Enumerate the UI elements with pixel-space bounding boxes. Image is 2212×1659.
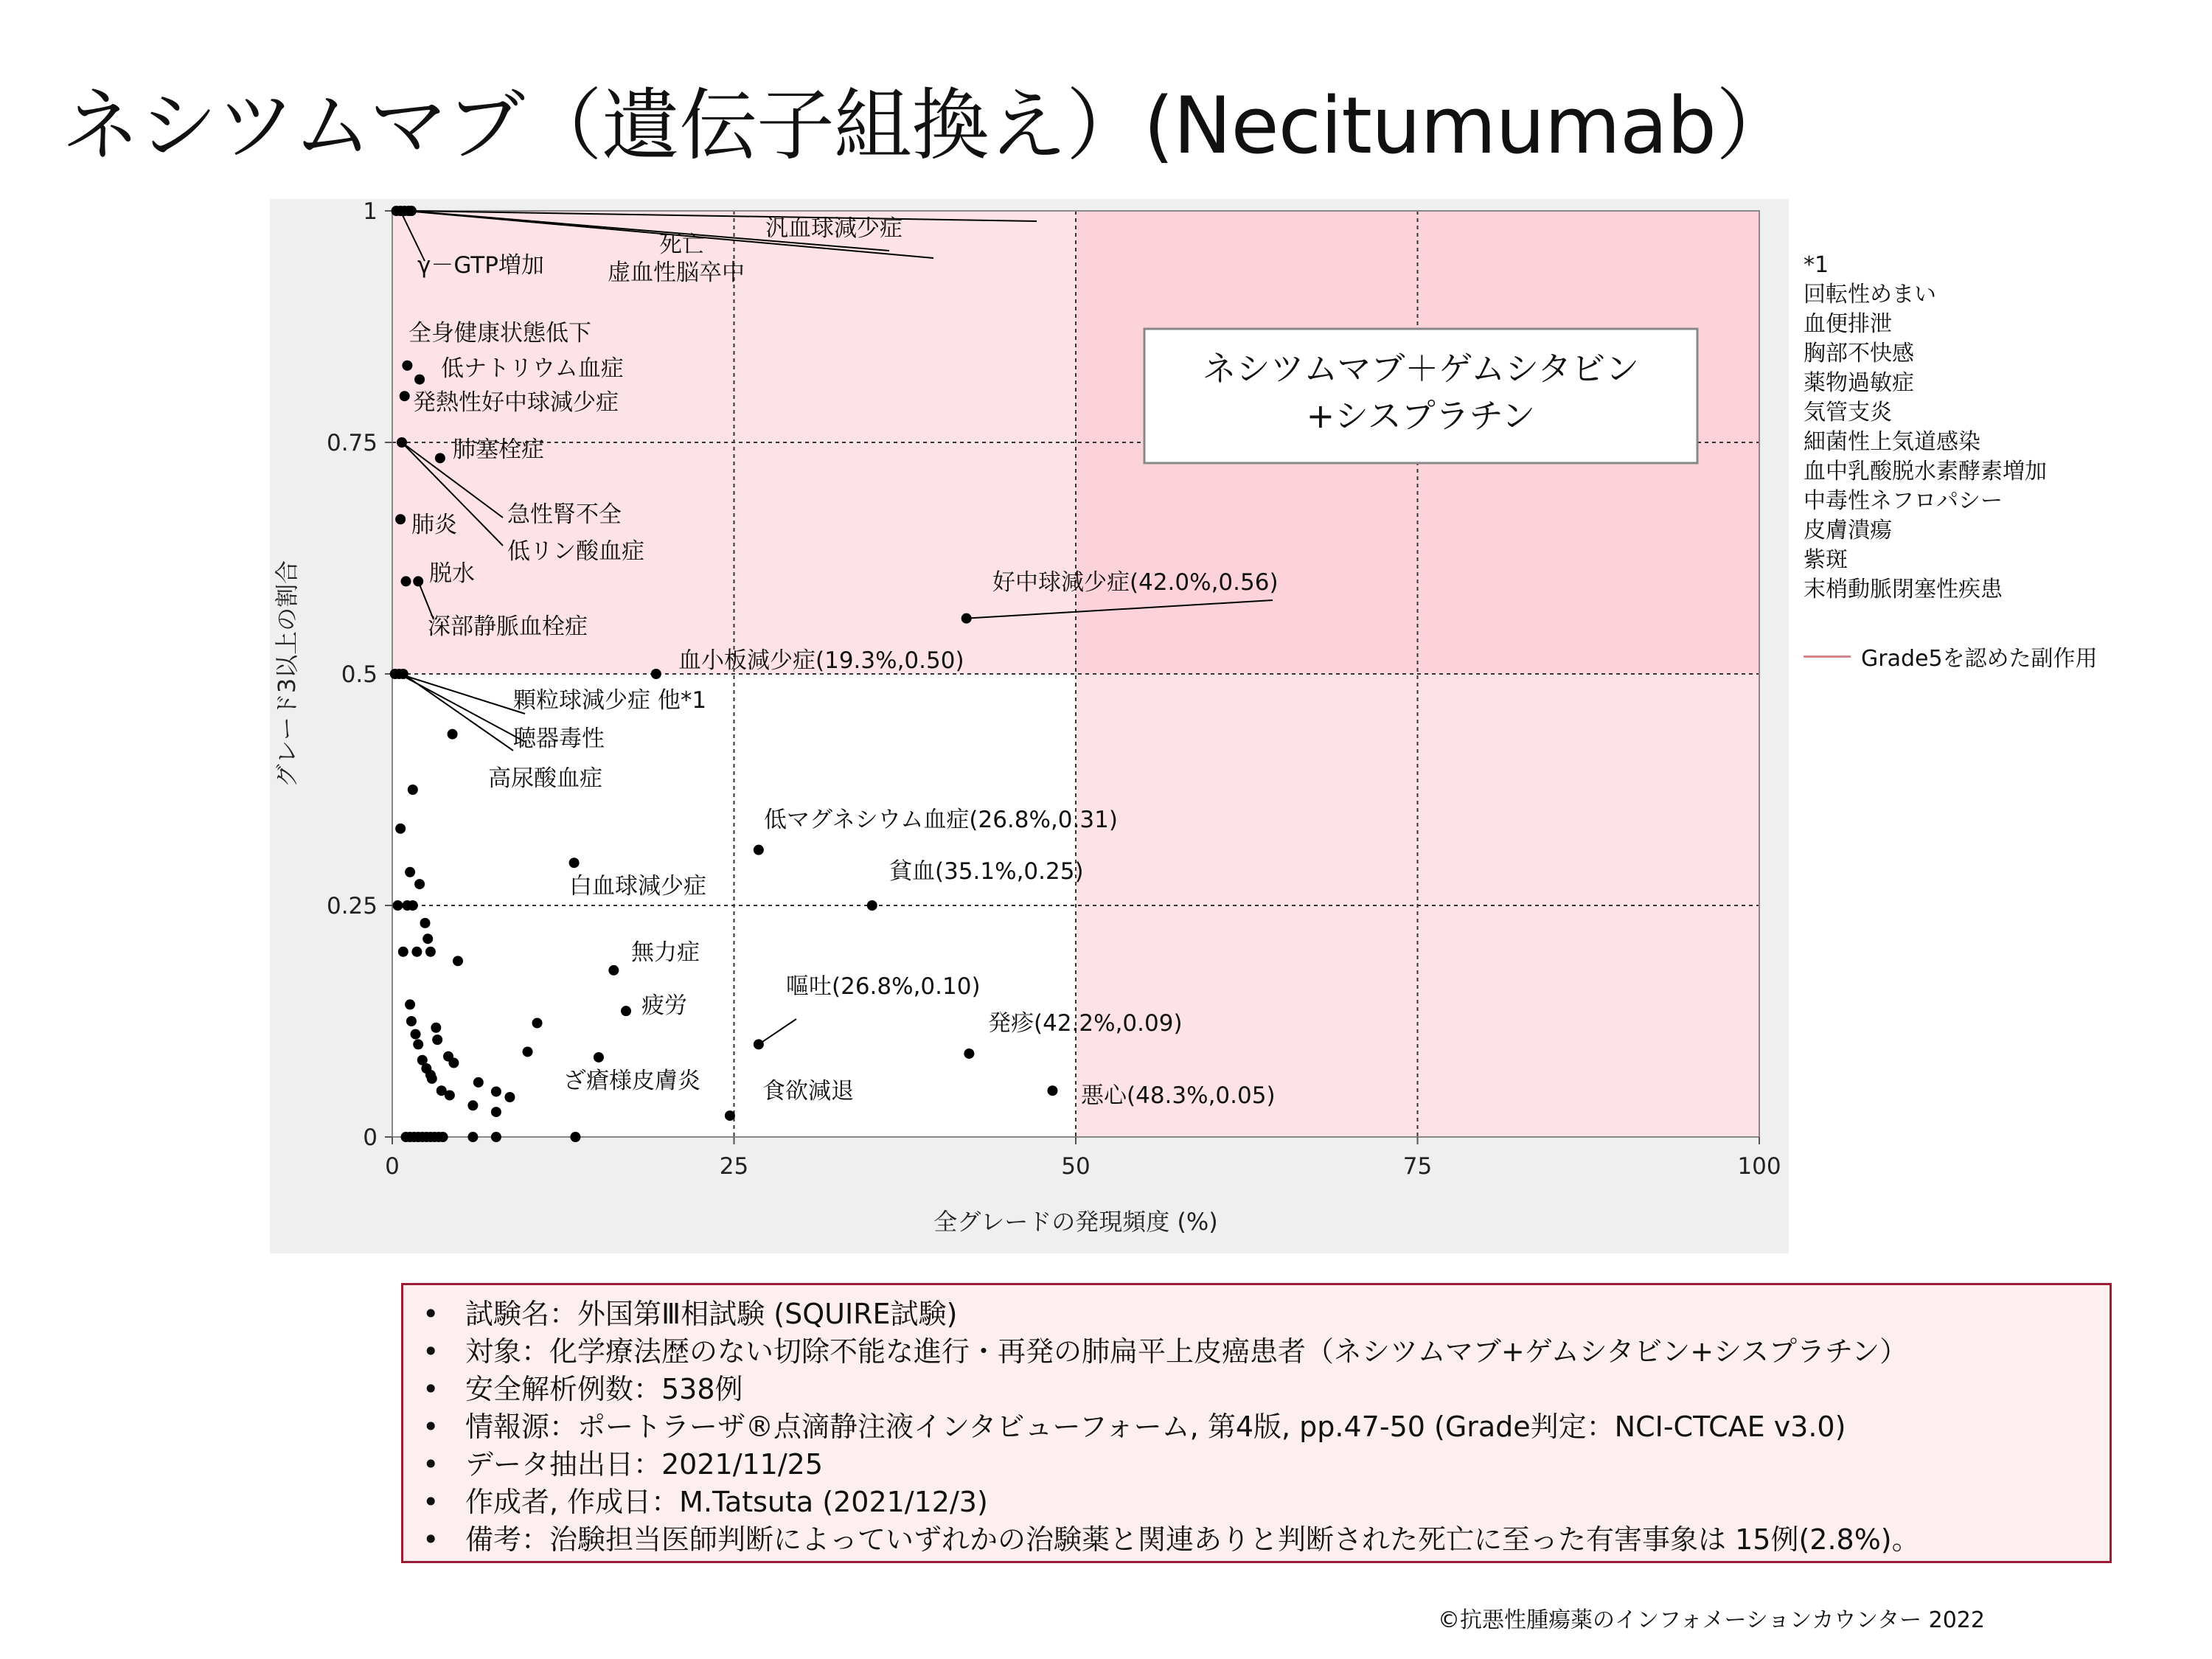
point-annotation: 発疹(42.2%,0.09): [988, 1010, 1183, 1037]
info-item-sample-size: • 安全解析例数：538例: [422, 1371, 2090, 1408]
point-annotation: ざ瘡様皮膚炎: [563, 1068, 700, 1094]
data-point: [411, 1029, 421, 1040]
data-point: [448, 1058, 459, 1068]
data-point: [405, 999, 415, 1009]
data-point: [532, 1018, 543, 1029]
point-annotation: 血小板減少症(19.3%,0.50): [678, 647, 964, 674]
data-point: [408, 900, 418, 911]
data-point: [961, 613, 972, 624]
x-tick-label: 75: [1402, 1153, 1433, 1180]
data-point: [392, 900, 403, 911]
copyright: ©抗悪性腫瘍薬のインフォメーションカウンター 2022: [1438, 1607, 1985, 1633]
footnote-line: 血中乳酸脱水素酵素増加: [1804, 459, 2047, 484]
point-annotation: 顆粒球減少症 他*1: [513, 687, 707, 714]
info-item-remarks: • 備考：治験担当医師判断によっていずれかの治験薬と関連ありと判断された死亡に至った有害事象は 15例(2.8%)。: [422, 1521, 2090, 1559]
legend: [1804, 640, 2098, 672]
data-point: [400, 391, 410, 401]
data-point: [1047, 1085, 1057, 1096]
legend-label: Grade5を認めた副作用: [1861, 646, 2098, 672]
y-tick-label: 1: [363, 199, 378, 225]
data-point: [491, 1132, 501, 1142]
footnote-line: 末梢動脈閉塞性疾患: [1804, 577, 2003, 602]
y-axis-title: グレード3以上の割合: [273, 560, 301, 788]
data-point: [402, 361, 412, 371]
data-point: [405, 867, 415, 877]
data-point: [570, 1132, 580, 1142]
point-annotation: 好中球減少症(42.0%,0.56): [992, 569, 1279, 596]
data-point: [427, 1074, 437, 1084]
data-point: [453, 956, 463, 966]
point-annotation: 食欲減退: [762, 1078, 854, 1105]
footnote-line: 薬物過敏症: [1804, 370, 1914, 396]
data-point: [964, 1048, 974, 1059]
footnote-line: 紫斑: [1804, 547, 1848, 573]
point-annotation: 深部静脈血栓症: [428, 613, 588, 640]
y-tick-label: 0.75: [326, 430, 378, 456]
study-info-box: [401, 1283, 2112, 1563]
data-point: [491, 1086, 501, 1096]
data-point: [411, 947, 422, 957]
data-point: [425, 947, 436, 957]
footnote-list: [1804, 251, 2047, 605]
point-annotation: 低ナトリウム血症: [441, 355, 624, 382]
data-point: [569, 858, 580, 868]
chart-panel: [270, 199, 1789, 1253]
info-item-trial: • 試験名：外国第Ⅲ相試験 (SQUIRE試験): [422, 1295, 2090, 1333]
data-point: [725, 1110, 735, 1121]
x-tick-label: 0: [385, 1153, 400, 1180]
point-annotation: 聴器毒性: [513, 726, 605, 752]
x-tick-label: 25: [719, 1153, 749, 1180]
data-point: [435, 453, 445, 463]
regimen-label-line: +シスプラチン: [1306, 396, 1536, 436]
point-annotation: 汎血球減少症: [765, 215, 902, 242]
data-point: [406, 206, 417, 216]
data-point: [867, 900, 877, 911]
data-point: [414, 375, 425, 385]
info-item-source: • 情報源：ポートラーザ®点滴静注液インタビューフォーム, 第4版, pp.47-50 (Grade判定：NCI-CTCAE v3.0): [422, 1408, 2090, 1446]
point-annotation: 低マグネシウム血症(26.8%,0.31): [764, 807, 1118, 833]
footnote-line: *1: [1804, 252, 1829, 278]
point-annotation: 無力症: [631, 939, 700, 966]
data-point: [398, 669, 408, 679]
data-point: [420, 918, 430, 928]
point-annotation: 低リン酸血症: [507, 538, 644, 565]
data-point: [651, 669, 661, 679]
data-point: [523, 1046, 533, 1057]
legend-swatch: [1804, 655, 1851, 658]
footnote-line: 中毒性ネフロパシー: [1804, 488, 2003, 514]
data-point: [431, 1023, 441, 1033]
point-annotation: 白血球減少症: [569, 873, 706, 900]
data-point: [408, 785, 418, 795]
data-point: [467, 1100, 478, 1110]
data-point: [754, 845, 764, 855]
regimen-label-line: ネシツムマブ＋ゲムシタビン: [1202, 349, 1640, 389]
point-annotation: 肺炎: [411, 512, 457, 538]
footnote-line: 気管支炎: [1804, 400, 1892, 425]
footnote-line: 回転性めまい: [1804, 282, 1936, 307]
info-item-author: • 作成者, 作成日：M.Tatsuta (2021/12/3): [422, 1484, 2090, 1521]
data-point: [608, 965, 619, 975]
data-point: [754, 1039, 764, 1049]
x-axis-title: 全グレードの発現頻度 (%): [933, 1208, 1218, 1236]
point-annotation: 脱水: [429, 560, 475, 587]
data-point: [422, 933, 433, 944]
scatter-chart: [270, 199, 1789, 1253]
point-annotation: 貧血(35.1%,0.25): [889, 858, 1084, 885]
data-point: [432, 1034, 442, 1045]
point-annotation: 死亡: [659, 232, 705, 258]
page-title: ネシツムマブ（遺伝子組換え）(Necitumumab）: [62, 80, 1794, 171]
footnote-line: 細菌性上気道感染: [1804, 429, 1980, 455]
data-point: [395, 514, 406, 524]
data-point: [621, 1006, 631, 1016]
point-annotation: 虚血性脳卒中: [608, 260, 745, 286]
data-point: [401, 576, 411, 586]
footnote-line: 皮膚潰瘍: [1804, 518, 1892, 543]
data-point: [406, 1016, 417, 1026]
x-tick-label: 100: [1737, 1153, 1781, 1180]
data-point: [438, 1132, 448, 1142]
x-tick-label: 50: [1061, 1153, 1091, 1180]
point-annotation: 急性腎不全: [507, 501, 622, 528]
info-item-extraction-date: • データ抽出日：2021/11/25: [422, 1446, 2090, 1484]
point-annotation: 悪心(48.3%,0.05): [1081, 1082, 1276, 1109]
data-point: [413, 1039, 423, 1049]
data-point: [594, 1052, 604, 1062]
data-point: [445, 1090, 455, 1100]
data-point: [491, 1107, 501, 1117]
y-tick-label: 0.25: [326, 893, 378, 919]
point-annotation: γ－GTP増加: [417, 252, 544, 279]
y-tick-label: 0: [363, 1124, 378, 1151]
data-point: [414, 879, 425, 889]
point-annotation: 疲労: [641, 992, 687, 1019]
point-annotation: 発熱性好中球減少症: [413, 389, 619, 416]
data-point: [467, 1132, 478, 1142]
data-point: [504, 1092, 515, 1102]
info-item-target: • 対象：化学療法歴のない切除不能な進行・再発の肺扁平上皮癌患者（ネシツムマブ+ゲムシタビン+シスプラチン）: [422, 1333, 2090, 1371]
data-point: [413, 576, 423, 586]
point-annotation: 肺塞栓症: [453, 437, 544, 463]
data-point: [397, 437, 407, 448]
footnote-line: 血便排泄: [1804, 311, 1892, 337]
point-annotation: 高尿酸血症: [488, 765, 602, 792]
data-point: [448, 729, 458, 740]
data-point: [395, 824, 406, 834]
footnote-line: 胸部不快感: [1804, 341, 1914, 366]
data-point: [398, 947, 408, 957]
point-annotation: 嘔吐(26.8%,0.10): [786, 973, 981, 1000]
y-tick-label: 0.5: [341, 661, 378, 688]
point-annotation: 全身健康状態低下: [408, 320, 591, 347]
data-point: [473, 1077, 484, 1088]
